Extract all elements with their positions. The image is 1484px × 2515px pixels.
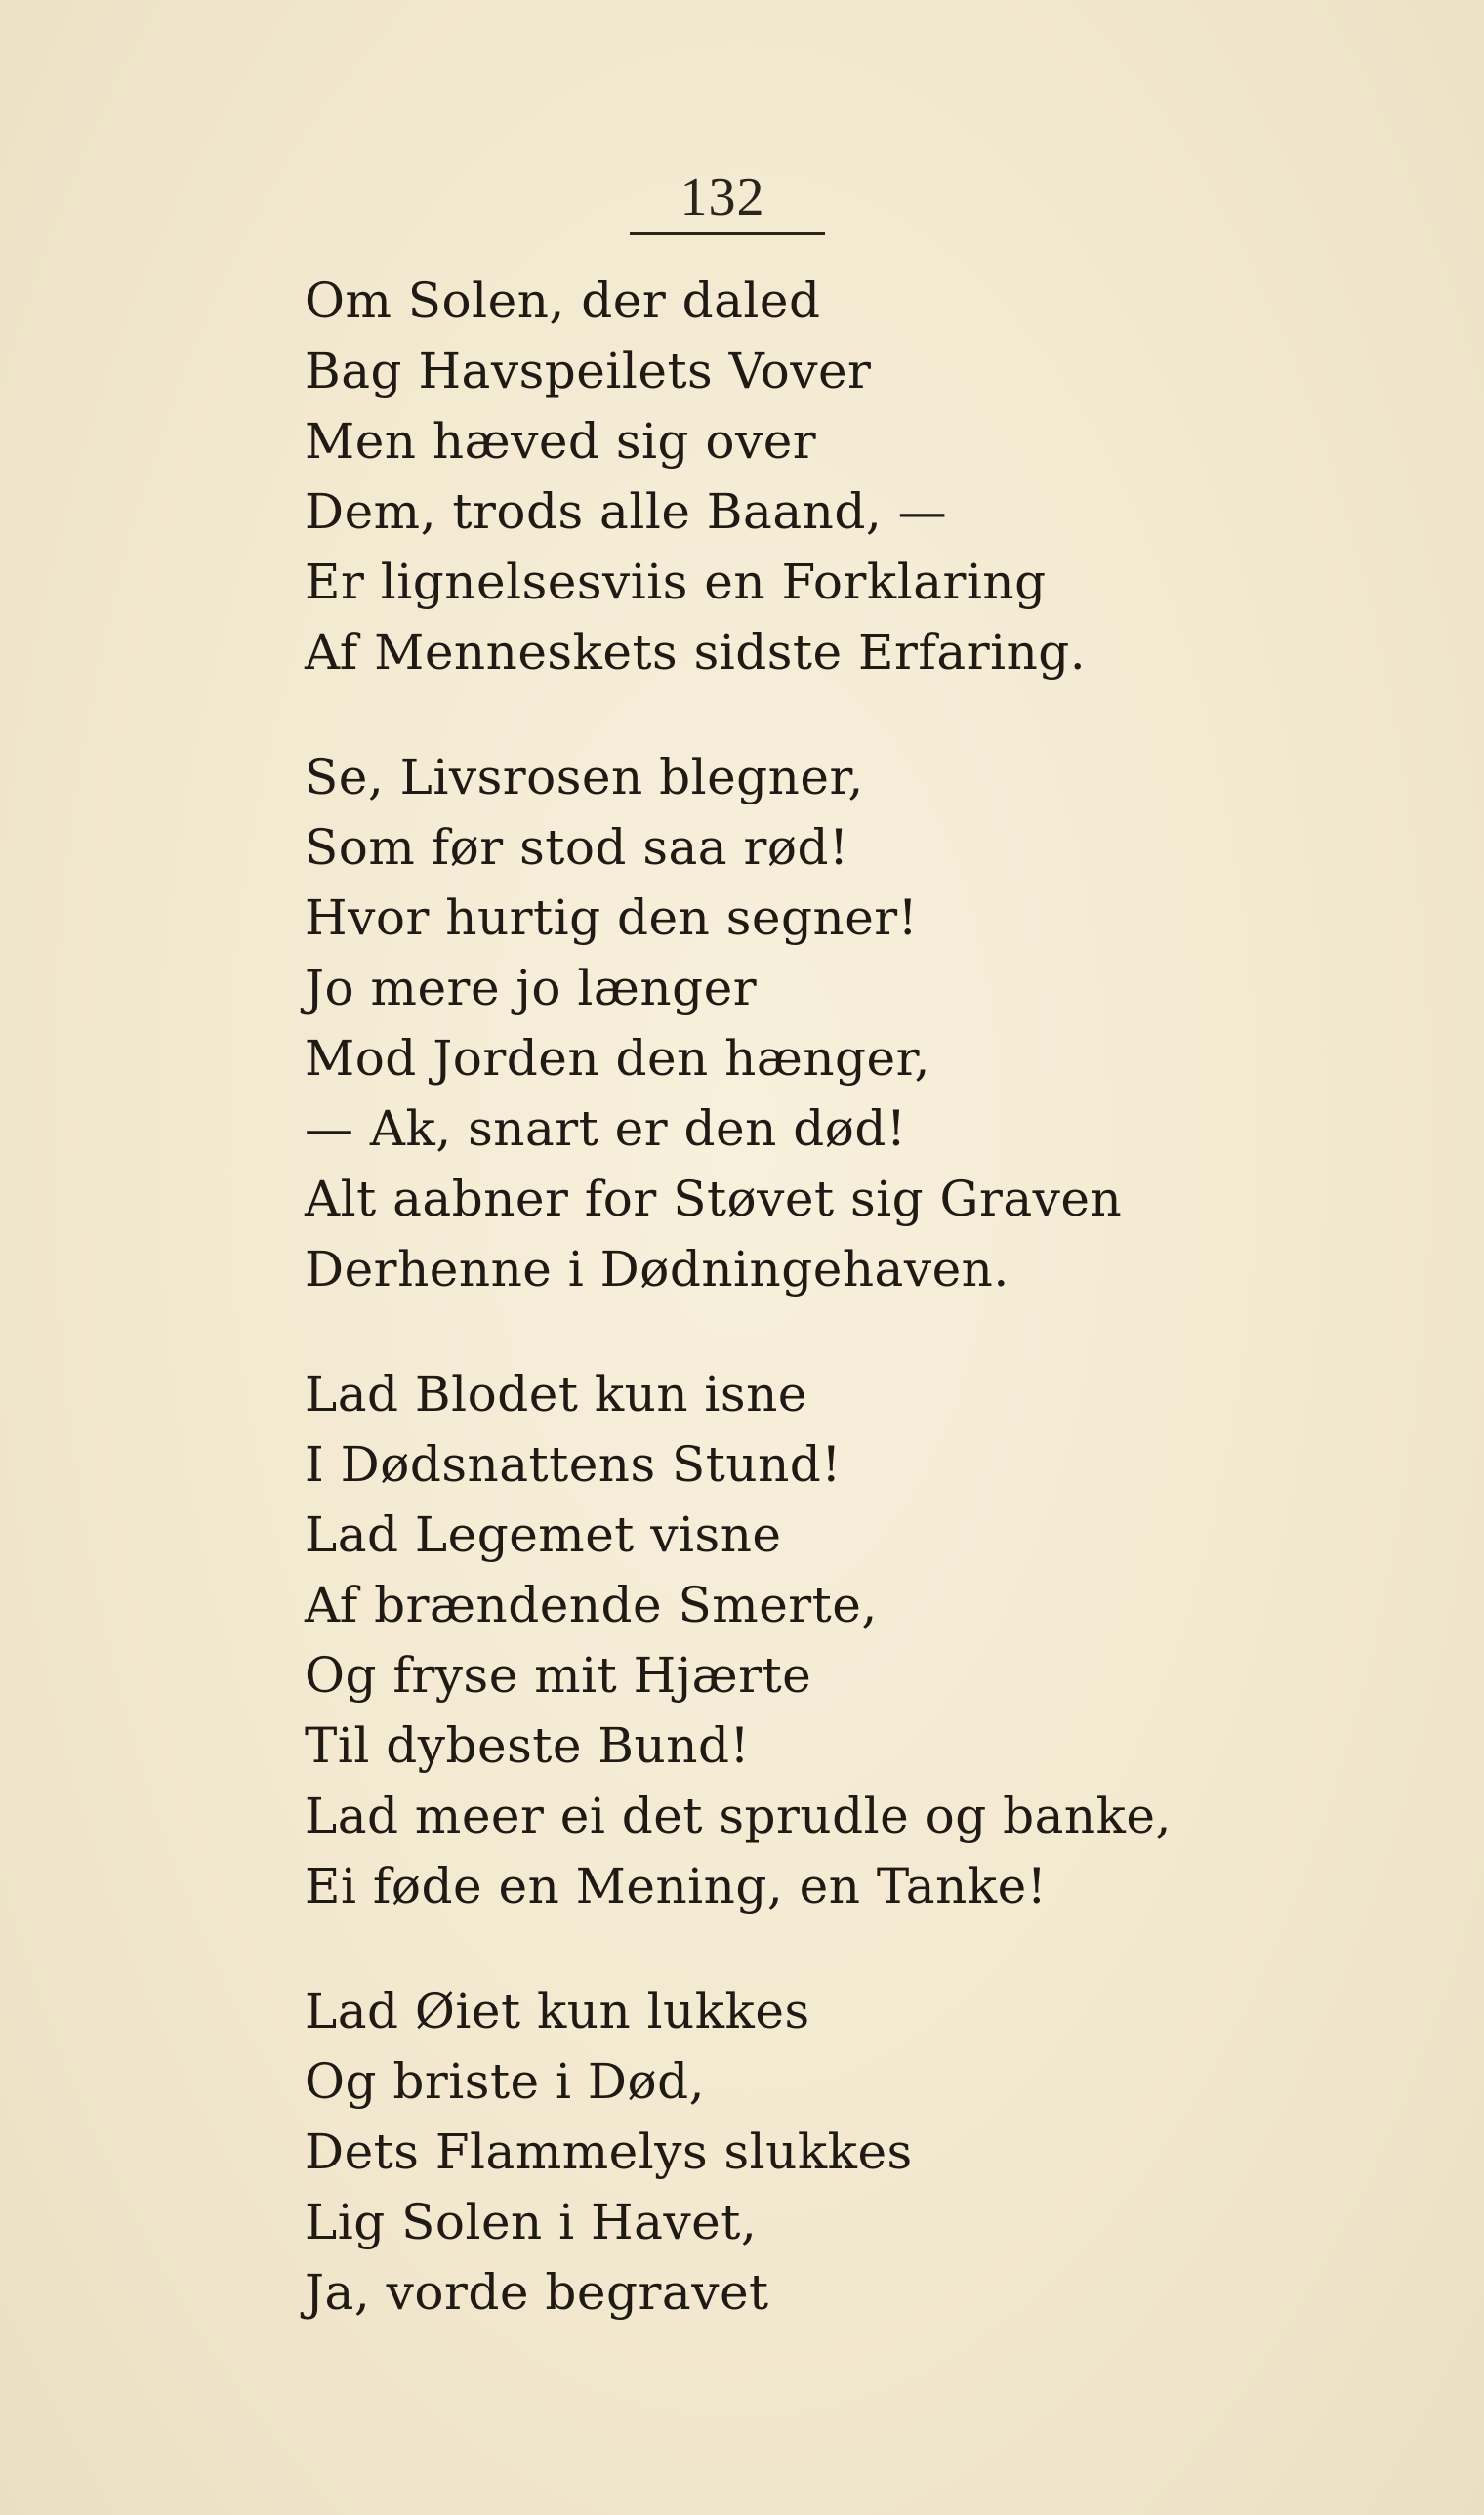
header-rule: [630, 232, 825, 235]
poem-line: Af Menneskets sidste Erfaring.: [305, 624, 1087, 680]
poem-line: Og briste i Død,: [305, 2053, 706, 2110]
poem-line: Ja, vorde begravet: [305, 2264, 769, 2321]
poem-line: Ei føde en Mening, en Tanke!: [305, 1858, 1048, 1915]
poem: [305, 266, 1379, 2328]
poem-line: Lad meer ei det sprudle og banke,: [305, 1788, 1172, 1844]
poem-line: Til dybeste Bund!: [305, 1717, 751, 1774]
stanza-1: [305, 266, 1379, 687]
poem-line: Mod Jorden den hænger,: [305, 1030, 930, 1087]
poem-line: Se, Livsrosen blegner,: [305, 749, 864, 805]
poem-line: Som før stod saa rød!: [305, 819, 849, 876]
poem-line: Lig Solen i Havet,: [305, 2194, 758, 2250]
poem-line: Dem, trods alle Baand, —: [305, 483, 948, 540]
poem-line: Dets Flammelys slukkes: [305, 2123, 913, 2180]
stanza-3: [305, 1359, 1379, 1921]
poem-line: Jo mere jo længer: [305, 960, 758, 1016]
stanza-2: [305, 742, 1379, 1304]
poem-line: Lad Blodet kun isne: [305, 1366, 807, 1422]
page-number: 132: [680, 167, 765, 227]
poem-line: Derhenne i Dødningehaven.: [305, 1241, 1010, 1298]
poem-line: Lad Legemet visne: [305, 1506, 782, 1563]
poem-line: Og fryse mit Hjærte: [305, 1647, 812, 1704]
stanza-4: [305, 1976, 1379, 2328]
poem-line: Lad Øiet kun lukkes: [305, 1983, 810, 2040]
poem-line: Bag Havspeilets Vover: [305, 343, 872, 399]
poem-line: I Dødsnattens Stund!: [305, 1436, 842, 1493]
poem-line: Om Solen, der daled: [305, 272, 821, 329]
poem-line: — Ak, snart er den død!: [305, 1100, 907, 1157]
poem-line: Af brændende Smerte,: [305, 1577, 878, 1633]
poem-line: Hvor hurtig den segner!: [305, 889, 919, 946]
poem-line: Alt aabner for Støvet sig Graven: [305, 1171, 1123, 1227]
poem-line: Er lignelsesviis en Forklaring: [305, 554, 1047, 610]
poem-line: Men hæved sig over: [305, 413, 817, 470]
